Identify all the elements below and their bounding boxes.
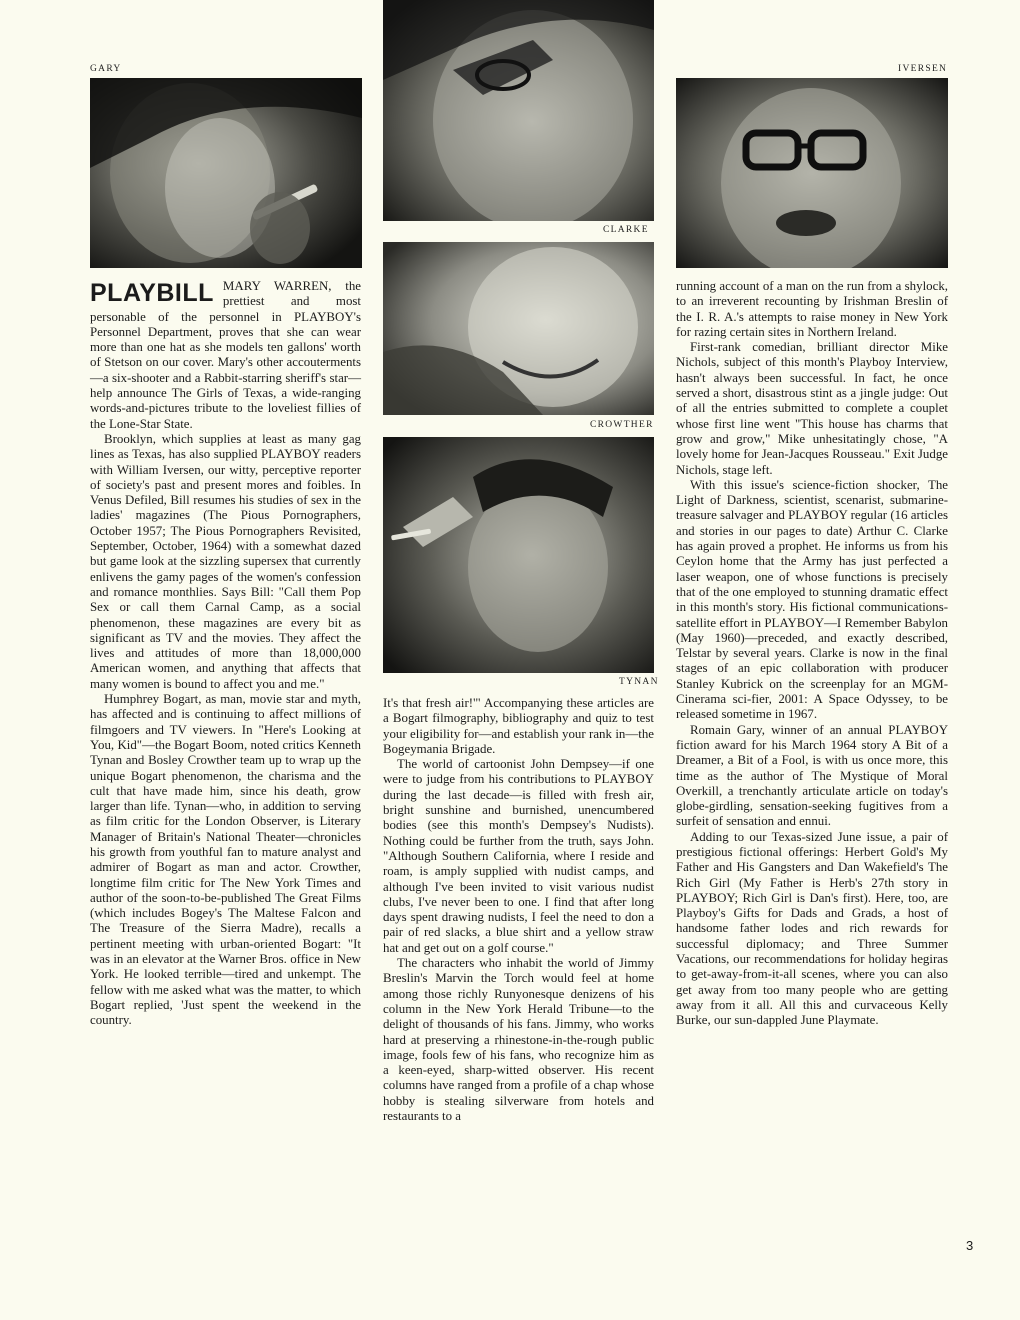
- photo-crowther: [383, 242, 654, 415]
- col1-para-3: Humphrey Bogart, as man, movie star and myth, has affected and is continuing to affect millions of filmgoers and TV viewers. In "Here's Looking at You, Kid"—the Bogart Boom, noted critics Kenneth Tynan and Bosley Crowther team up to wrap up the unique Bogart phenomenon, the charisma and the cult that have made him, since his death, grow larger than life. Tynan—who, in addition to serving as film critic for the London Observer, is Literary Manager of Britain's National Theater—chronicles his growth from youthful fan to mature analyst and admirer of Bogart as man and actor. Crowther, longtime film critic for The New York Times and author of the soon-to-be-published The Great Films (which includes Bogey's The Maltese Falcon and The Treasure of the Sierra Madre), recalls a pertinent meeting with urban-oriented Bogart: "It was in an elevator at the Warner Bros. office in New York. He looked terrible—tired and unkempt. The fellow with me asked what was the matter, to which Bogart replied, 'Just spent the weekend in the country.: [90, 692, 361, 1028]
- col1-para-1: MARY WARREN, the prettiest and most personable of the personnel in PLAYBOY's Personnel Department, proves that she can wear more than one hat as she models ten gallons' worth of Stetson on our cover. Mary's other accouterments—a six-shooter and a Rabbit-starring sheriff's star—help announce The Girls of Texas, a wide-ranging words-and-pictures tribute to the loveliest fillies of the Lone-Star State.: [90, 279, 361, 431]
- photo-clarke: [383, 0, 654, 221]
- col2-para-2: The world of cartoonist John Dempsey—if one were to judge from his contributions to PLAYBOY during the last decade—is filled with fresh air, bright sunshine and burnished, unencumbered bodies (see this month's Dempsey's Nudists). Nothing could be further from the truth, says John. "Although Southern California, where I reside and roam, is amply supplied with nudist camps, and although I've been invited to visit various nudist clubs, I've never been to one. I find that after long days spent drawing nudists, I feel the need to don a pair of red slacks, a blue shirt and a yellow straw hat and get out on a golf course.": [383, 757, 654, 955]
- photo-tynan: [383, 437, 654, 673]
- col3-para-4: Romain Gary, winner of an annual PLAYBOY fiction award for his March 1964 story A Bit of a Dreamer, a Bit of a Fool, is with us once more, this time as the author of The Mystique of Moral Overkill, a trenchantly articulate article on today's globe-girdling, sensation-seeking fugitives from a surfeit of sensation and ennui.: [676, 722, 948, 829]
- col3-para-1: running account of a man on the run from a shylock, to an irreverent recounting by Irishman Breslin of the I. R. A.'s attempts to raise money in New York for razing certain sites in Northern Ireland.: [676, 279, 948, 339]
- column-3: [676, 279, 948, 1029]
- caption-gary: GARY: [90, 64, 122, 74]
- caption-clarke: CLARKE: [603, 225, 649, 235]
- col3-para-3: With this issue's science-fiction shocker, The Light of Darkness, scientist, scenarist, submarine-treasure salvager and PLAYBOY regular (16 articles and stories in our pages to date) Arthur C. Clarke has again proved a prophet. He informs us from his Ceylon home that the Army has just perfected a laser weapon, one of whose functions is precisely that of the one employed to stunning dramatic effect in this month's story. His fictional communications-satellite effort in PLAYBOY—I Remember Babylon (May 1960)—preceded, and exactly described, Telstar by several years. Clarke is now in the final stages of an epic collaboration with producer Stanley Kubrick on the screenplay for an MGM-Cinerama sci-fier, 2001: A Space Odyssey, to be released sometime in 1967.: [676, 477, 948, 722]
- col3-para-2: First-rank comedian, brilliant director Mike Nichols, subject of this month's Playboy Interview, hasn't always been successful. In fact, he once served a short, disastrous stint as a jingle judge: Out of all the entries submitted to complete a couplet whose first line went "This house has charms that grow and grow," Mike unhesitatingly chose, "A lovely home for Jean-Jacques Rousseau." Exit Judge Nichols, stage left.: [676, 340, 948, 477]
- page-number: 3: [966, 1238, 974, 1253]
- caption-iversen: IVERSEN: [898, 64, 948, 74]
- photo-gary: [90, 78, 362, 268]
- column-1: [90, 279, 361, 1029]
- col2-para-3: The characters who inhabit the world of Jimmy Breslin's Marvin the Torch would feel at home among those richly Runyonesque denizens of his column in the New York Herald Tribune—to the delight of thousands of his fans. Jimmy, who works hard at preserving a rhinestone-in-the-rough public image, fools few of his fans, who recognize him as a keen-eyed, sharp-witted observer. His recent columns have ranged from a profile of a chap whose hobby is stealing silverware from hotels and restaurants to a: [383, 956, 654, 1124]
- column-2: [383, 696, 654, 1124]
- col1-para-2: Brooklyn, which supplies at least as many gag lines as Texas, has also supplied PLAYBOY readers with William Iversen, our witty, perceptive reporter of society's past and present mores and foibles. In Venus Defiled, Bill resumes his studies of sex in the ladies' magazines (The Pious Pornographers, October 1957; The Pious Pornographers Revisited, September, October, 1964) with a somewhat dazed but game look at the sizzling supersex that currently enlivens the gamy pages of the women's confession and romance monthlies. Says Bill: "Call them Pop Sex or call them Carnal Camp, as a social phenomenon, these magazines are every bit as significant as TV and the movies. They affect the lives and attitudes of more than 18,000,000 American women, and anything that affects that many women is bound to affect you and me.": [90, 431, 361, 691]
- masthead-playbill: PLAYBILL: [90, 279, 214, 307]
- col2-para-1: It's that fresh air!'" Accompanying these articles are a Bogart filmography, bibliography and quiz to test your eligibility for—and establish your rank in—the Bogeymania Brigade.: [383, 696, 654, 756]
- caption-crowther: CROWTHER: [590, 420, 654, 430]
- caption-tynan: TYNAN: [619, 677, 659, 687]
- col3-para-5: Adding to our Texas-sized June issue, a pair of prestigious fictional offerings: Herbert Gold's My Father and His Gangsters and Dan Wakefield's The Rich Girl (My Father is Herb's 27th story in PLAYBOY; Rich Girl is Dan's first). Here, too, are Playboy's Gifts for Dads and Grads, a host of handsome father lodes and rich rewards for successful diplomacy; and Three Summer Vacations, our recommendations for holiday hegiras to get-away-from-it-all scenes, where you can also get away from too many people who are getting away from it all. All this and curvaceous Kelly Burke, our sun-dappled June Playmate.: [676, 829, 948, 1028]
- photo-iversen: [676, 78, 948, 268]
